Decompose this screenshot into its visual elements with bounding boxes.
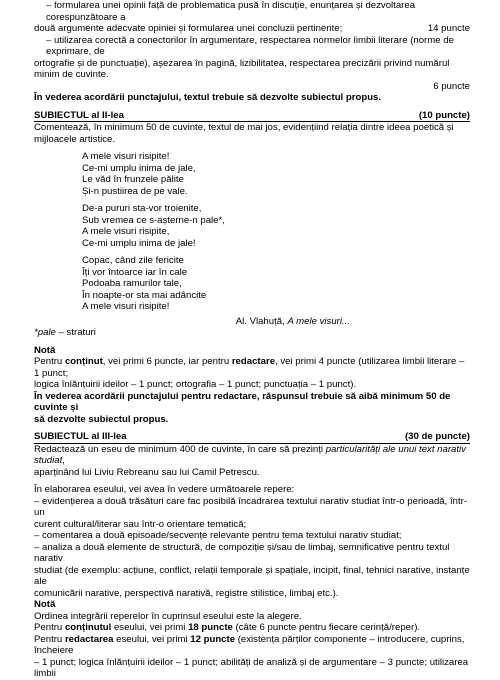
section-3-instruction: [34, 444, 470, 467]
footnote-term: *pale: [34, 327, 56, 338]
poem: [34, 151, 470, 313]
poem-stanza: [82, 203, 470, 249]
poem-line: În noapte-or sta mai adâncite: [82, 289, 207, 301]
criteria-line: ortografie și de punctuație), așezarea în pagină, lizibilitatea, respectarea precizării privind numărul minim de cuvinte.: [34, 57, 450, 80]
section-3-instruction: aparținând lui Liviu Rebreanu sau lui Camil Petrescu.: [34, 466, 260, 478]
instruction-emphasis: particularități ale unui text narativ studiat: [34, 443, 466, 466]
section-3-title: SUBIECTUL al III-lea: [34, 431, 127, 442]
section-3-points: (30 de puncte): [404, 431, 470, 442]
note-text: Pentru: [34, 633, 65, 645]
note-text: (existența părților componente – introducere, cuprins, încheiere: [34, 633, 465, 656]
footnote: [34, 327, 470, 339]
note-keyword: conținutul: [64, 622, 112, 633]
criteria-line: – formularea unei opinii față de problematica pusă în discuție, enunțarea și dezvoltarea corespunzătoare a: [46, 0, 416, 23]
poem-line: Ce-mi umplu inima de jale!: [82, 237, 196, 249]
footnote-definition: – straturi: [55, 327, 96, 338]
poem-line: Ce-mi umplu inima de jale,: [82, 162, 196, 174]
note-line: Ordinea integrării reperelor în cuprinsul eseului este la alegere.: [34, 610, 302, 622]
note-text: (câte 6 puncte pentru fiecare cerință/reper).: [232, 622, 421, 633]
section-2-points: (10 puncte): [418, 109, 470, 121]
note-line: [34, 622, 470, 634]
poem-stanza: [82, 151, 470, 197]
note-keyword: 18 puncte: [188, 622, 233, 633]
note-text: Pentru: [34, 356, 65, 367]
requirement-line: – comentarea a două episoade/secvențe relevante pentru tema textului narativ studiat;: [34, 530, 402, 541]
note-text: , vei primi 4 puncte (utilizarea limbii literare – 1 punct;: [34, 356, 465, 379]
requirement-line: – analiza a două elemente de structură, de compoziție și/sau de limbaj, semnificative pentru textul narativ: [34, 541, 450, 564]
criteria-line: [34, 23, 470, 35]
section-2-instruction: Comentează, în minimum 50 de cuvinte, textul de mai jos, evidențiind relația dintre ideea poetică și mijloacele artistice.: [34, 122, 454, 145]
poem-line: Și-n pustiirea de pe vale.: [82, 185, 188, 197]
requirement-line: studiat (de exemplu: acțiune, conflict, relații temporale și spațiale, incipit, final, tehnici narative, instanțe ale: [34, 564, 470, 587]
note-text: , vei primi 6 puncte, iar pentru: [102, 356, 232, 367]
note-bold-line: În vederea acordării punctajului pentru redactare, răspunsul trebuie să aibă minimum 50 de cuvinte și: [34, 390, 451, 413]
requirement-line: comunicării narative, perspectivă narativă, registre stilistice, limbaj etc.).: [34, 587, 339, 599]
note-bold-line: să dezvolte subiectul propus.: [34, 413, 169, 425]
poem-line: Copac, când zile fericite: [82, 255, 184, 266]
note-line: [34, 634, 470, 657]
work-title: A mele visuri...: [287, 315, 350, 327]
note-keyword: 12 puncte: [190, 633, 236, 645]
poem-line: Le văd în frunzele pălite: [82, 174, 184, 185]
criteria-text: două argumente adecvate opiniei și formularea unei concluzii pertinente;: [34, 23, 343, 34]
criteria-line: – utilizarea corectă a conectorilor în argumentare, respectarea normelor limbii literare (norme de exprimare, de: [46, 34, 454, 57]
requirement-line: – evidențierea a două trăsături care fac posibilă încadrarea textului narativ studiat într-o perioadă, într-un: [34, 495, 468, 518]
criteria-block: [34, 0, 470, 104]
note-keyword: redactare: [231, 356, 276, 367]
author-name: Al. Vlahuță,: [235, 315, 288, 327]
note-heading: Notă: [34, 344, 56, 356]
section-3-header: [34, 431, 470, 444]
note-line: logica înlănțuirii ideilor – 1 punct; ortografia – 1 punct; punctuația – 1 punct).: [34, 379, 357, 390]
section-2-title: SUBIECTUL al II-lea: [34, 109, 124, 121]
requirement-line: curent cultural/literar sau într-o orientare tematică;: [34, 518, 247, 530]
bold-note: În vederea acordării punctajului, textul trebuie să dezvolte subiectul propus.: [34, 92, 382, 103]
note-line: – 1 punct; logica înlănțuirii ideilor – 1 punct; abilități de analiză și de argumentare – 3 puncte; utilizarea limbii: [34, 656, 469, 679]
instruction-text: ,: [62, 455, 65, 466]
criteria-points: 14 puncte: [427, 23, 470, 34]
note-text: eseului, vei primi: [111, 622, 189, 633]
poem-line: Îți vor întoarce iar în cale: [82, 266, 188, 278]
poem-line: Sub vremea ce s-așterne-n pale*,: [82, 214, 225, 226]
criteria-points: 6 puncte: [433, 80, 470, 92]
note-line: [34, 356, 470, 379]
note-text: eseului, vei primi: [113, 633, 191, 645]
note-heading: Notă: [34, 599, 56, 610]
poem-line: A mele visuri risipite,: [82, 226, 170, 237]
note-text: Pentru: [34, 622, 65, 633]
section-2-header: [34, 110, 470, 123]
poem-line: A mele visuri risipite!: [82, 151, 170, 162]
note-keyword: conținut: [64, 356, 103, 367]
requirements-intro: În elaborarea eseului, vei avea în vedere următoarele repere:: [34, 484, 295, 495]
note-keyword: redactarea: [64, 633, 114, 645]
poem-line: De-a pururi sta-vor troienite,: [82, 203, 202, 214]
poem-line: A mele visuri risipite!: [82, 301, 170, 312]
poem-line: Podoaba ramurilor tale,: [82, 278, 182, 289]
poem-stanza: [82, 255, 470, 313]
poem-attribution: [34, 316, 470, 328]
instruction-text: Redactează un eseu de minimum 400 de cuvinte, în care să prezinți: [34, 443, 326, 455]
